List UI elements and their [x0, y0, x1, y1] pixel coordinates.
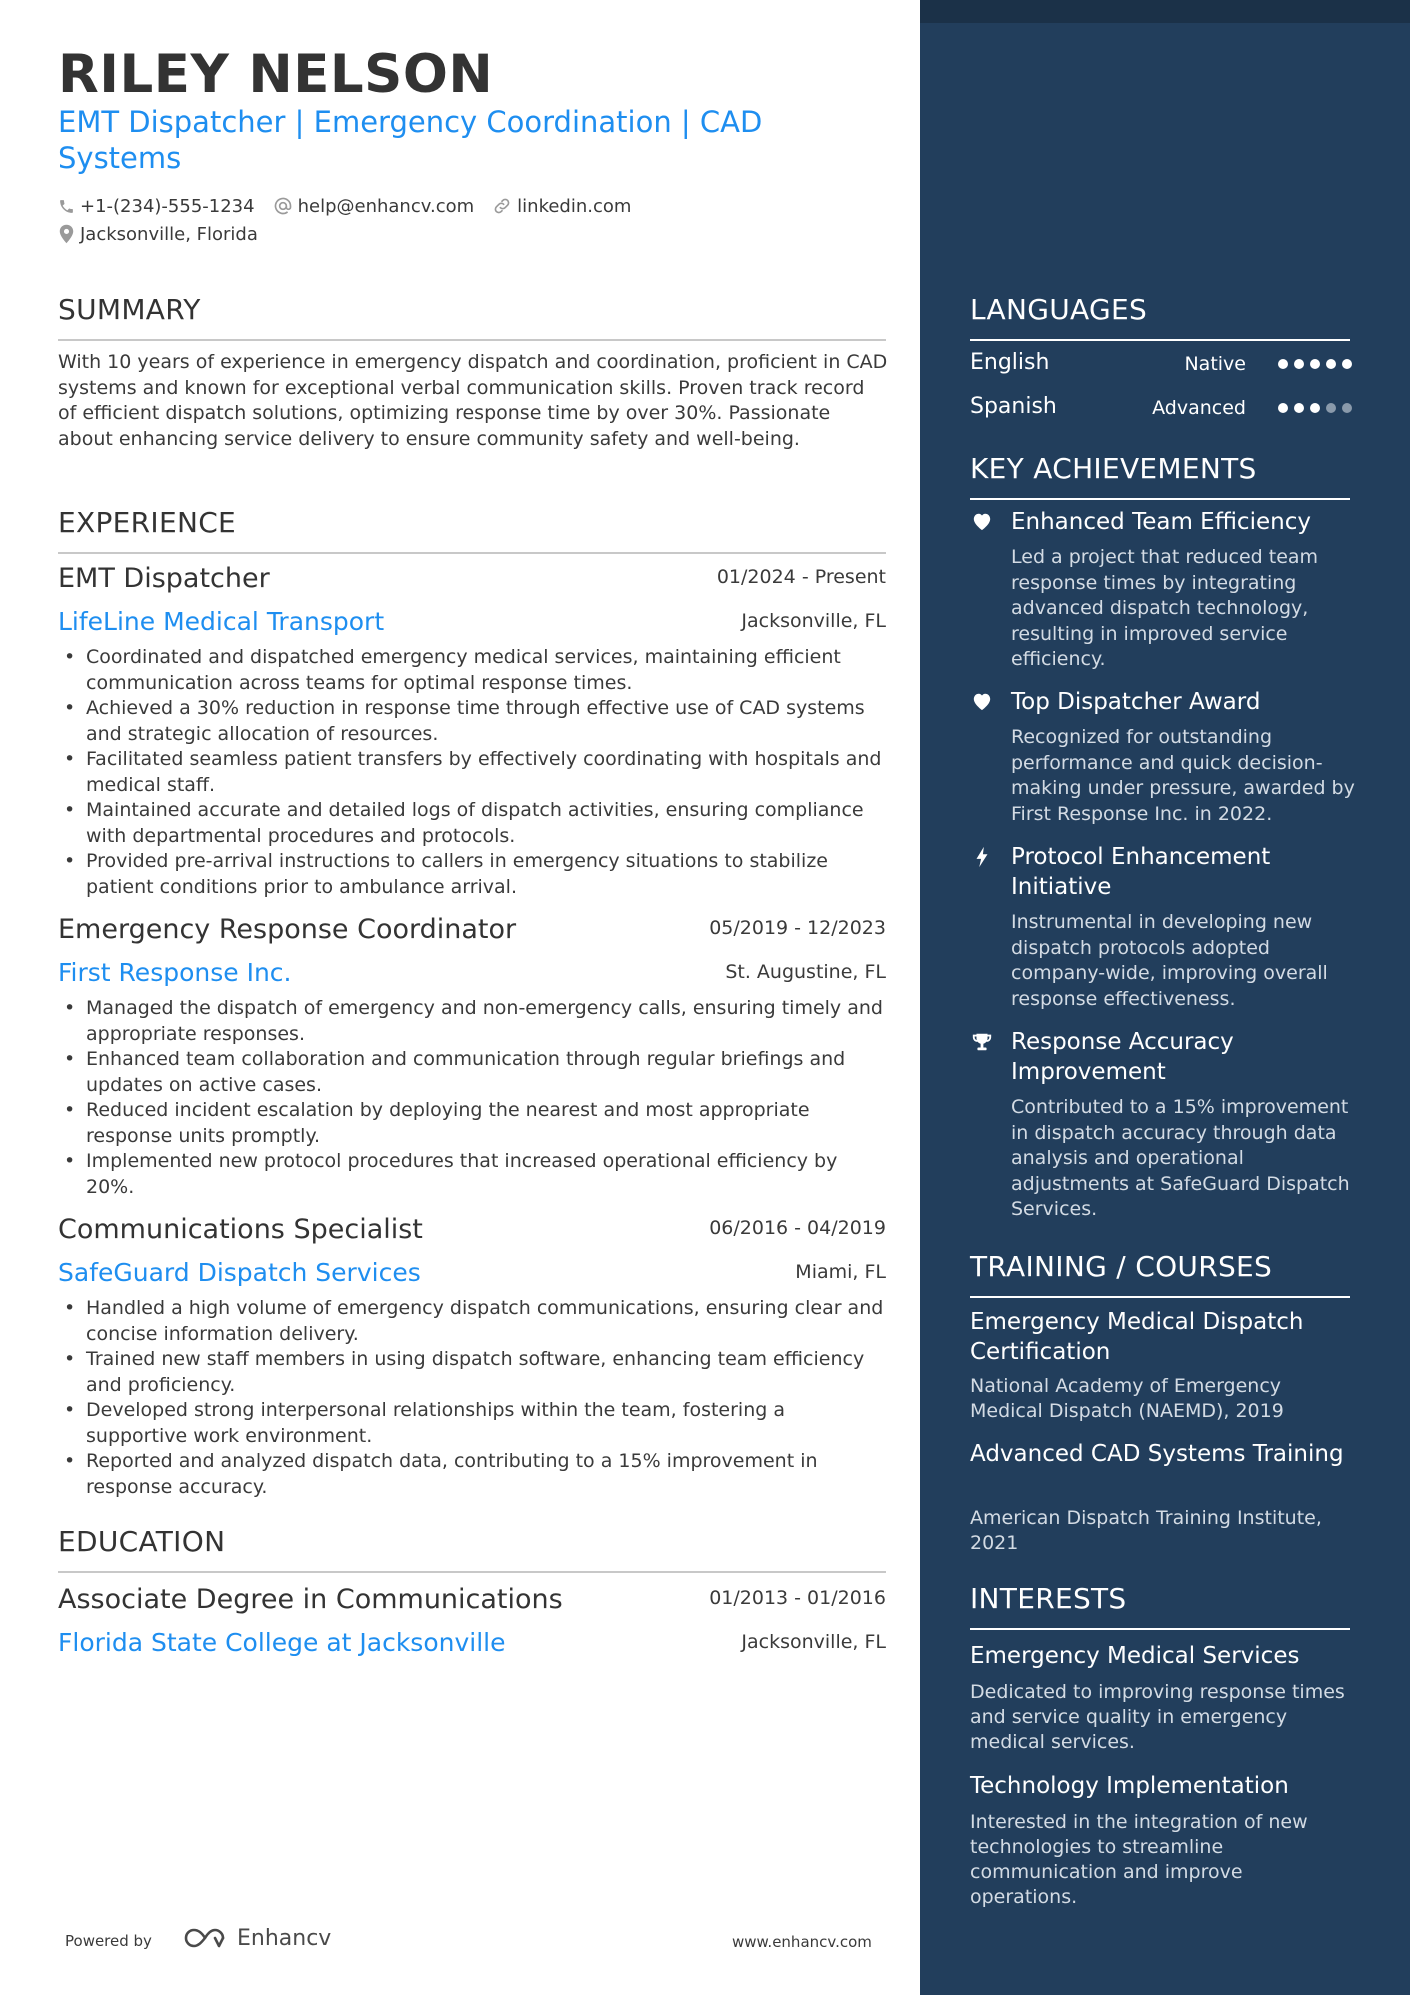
rating-dot	[1342, 403, 1352, 413]
job-title: EMT Dispatcher	[58, 563, 270, 594]
bullet-item: • Coordinated and dispatched emergency medical services, maintaining efficient communication across teams for optimal response times.	[58, 645, 888, 696]
education-heading: EDUCATION	[58, 1525, 886, 1573]
training-heading: TRAINING / COURSES	[970, 1250, 1350, 1298]
summary-heading: SUMMARY	[58, 293, 886, 341]
interest-desc: Dedicated to improving response times and service quality in emergency medical services.	[970, 1681, 1345, 1753]
achievement-desc: Instrumental in developing new dispatch protocols adopted company-wide, improving overall response effectiveness.	[1011, 911, 1328, 1010]
rating-dot	[1278, 359, 1288, 369]
candidate-name: RILEY NELSON	[58, 44, 494, 105]
phone-contact[interactable]	[58, 196, 255, 217]
bullet-item: • Developed strong interpersonal relationships within the team, fostering a supportive work environment.	[58, 1398, 888, 1449]
summary-text: With 10 years of experience in emergency dispatch and coordination, proficient in CAD systems and known for exceptional verbal communication skills. Proven track record of efficient dispatch solutions, optimizing response time by over 30%. Passionate about enhancing service delivery to ensure community safety and well-being.	[58, 351, 888, 450]
phone-icon	[58, 198, 75, 215]
sidebar-top-bar	[920, 0, 1410, 23]
bullet-item: • Facilitated seamless patient transfers by effectively coordinating with hospitals and medical staff.	[58, 747, 888, 798]
course-title: Advanced CAD Systems Training	[970, 1441, 1344, 1467]
course-desc: National Academy of Emergency Medical Dispatch (NAEMD), 2019	[970, 1375, 1284, 1422]
education-location: Jacksonville, FL	[741, 1631, 886, 1653]
achievement-title: Protocol Enhancement Initiative	[1011, 844, 1271, 900]
location-contact	[58, 224, 258, 245]
powered-by-label: Powered by	[65, 1932, 152, 1950]
link-icon	[492, 196, 512, 216]
languages-heading: LANGUAGES	[970, 293, 1350, 341]
achievements-heading: KEY ACHIEVEMENTS	[970, 452, 1350, 500]
bullet-item: • Reduced incident escalation by deploying the nearest and most appropriate response units promptly.	[58, 1098, 888, 1149]
enhancv-brand-text: Enhancv	[237, 1925, 332, 1951]
achievement-desc: Recognized for outstanding performance and quick decision-making under pressure, awarded by First Response Inc. in 2022.	[1011, 726, 1355, 825]
job-bullets	[58, 996, 888, 1200]
contact-row-2	[58, 221, 276, 247]
job-date: 01/2024 - Present	[716, 566, 886, 588]
education-date: 01/2013 - 01/2016	[709, 1587, 886, 1609]
job-title: Communications Specialist	[58, 1214, 423, 1245]
bullet-item: • Reported and analyzed dispatch data, contributing to a 15% improvement in response accuracy.	[58, 1449, 888, 1500]
course-title: Emergency Medical Dispatch Certification	[970, 1309, 1304, 1365]
bullet-item: • Provided pre-arrival instructions to callers in emergency situations to stabilize patient conditions prior to ambulance arrival.	[58, 849, 888, 900]
job-location: St. Augustine, FL	[725, 961, 886, 983]
bullet-item: • Enhanced team collaboration and communication through regular briefings and updates on active cases.	[58, 1047, 888, 1098]
job-company[interactable]: First Response Inc.	[58, 958, 292, 987]
interest-desc: Interested in the integration of new technologies to streamline communication and improve operations.	[970, 1811, 1308, 1908]
rating-dot	[1278, 403, 1288, 413]
bullet-item: • Implemented new protocol procedures that increased operational efficiency by 20%.	[58, 1149, 888, 1200]
at-icon	[273, 196, 293, 216]
heart-icon	[970, 689, 994, 713]
linkedin-contact[interactable]	[492, 196, 631, 217]
job-company[interactable]: SafeGuard Dispatch Services	[58, 1258, 421, 1287]
job-date: 05/2019 - 12/2023	[709, 917, 886, 939]
candidate-headline: EMT Dispatcher | Emergency Coordination | CAD Systems	[58, 105, 763, 175]
job-location: Jacksonville, FL	[741, 610, 886, 632]
rating-dot	[1342, 359, 1352, 369]
bullet-item: • Achieved a 30% reduction in response time through effective use of CAD systems and strategic allocation of resources.	[58, 696, 888, 747]
interest-title: Technology Implementation	[970, 1773, 1289, 1799]
location-text: Jacksonville, Florida	[80, 223, 258, 245]
location-pin-icon	[58, 224, 75, 244]
bullet-item: • Maintained accurate and detailed logs of dispatch activities, ensuring compliance with departmental procedures and protocols.	[58, 798, 888, 849]
achievement-title: Response Accuracy Improvement	[1011, 1029, 1234, 1085]
enhancv-logo[interactable]	[183, 1925, 331, 1951]
phone-text: +1-(234)-555-1234	[80, 195, 255, 217]
job-company[interactable]: LifeLine Medical Transport	[58, 607, 385, 636]
rating-dot	[1294, 403, 1304, 413]
degree-title: Associate Degree in Communications	[58, 1584, 563, 1615]
language-level: Advanced	[1152, 397, 1246, 419]
rating-dot	[1294, 359, 1304, 369]
course-desc: American Dispatch Training Institute, 2021	[970, 1507, 1322, 1554]
language-rating	[1278, 359, 1358, 369]
language-level: Native	[1184, 353, 1246, 375]
email-contact[interactable]	[273, 196, 475, 217]
achievement-title: Enhanced Team Efficiency	[1011, 509, 1311, 535]
job-title: Emergency Response Coordinator	[58, 914, 517, 945]
rating-dot	[1310, 359, 1320, 369]
interest-title: Emergency Medical Services	[970, 1643, 1300, 1669]
bullet-item: • Managed the dispatch of emergency and non-emergency calls, ensuring timely and appropriate responses.	[58, 996, 888, 1047]
school-name[interactable]: Florida State College at Jacksonville	[58, 1628, 506, 1657]
job-date: 06/2016 - 04/2019	[709, 1217, 886, 1239]
achievement-title: Top Dispatcher Award	[1011, 689, 1261, 715]
job-location: Miami, FL	[795, 1261, 886, 1283]
linkedin-text: linkedin.com	[517, 195, 632, 217]
achievement-desc: Led a project that reduced team response times by integrating advanced dispatch technology, resulting in improved service efficiency.	[1011, 546, 1319, 670]
bullet-item: • Trained new staff members in using dispatch software, enhancing team efficiency and proficiency.	[58, 1347, 888, 1398]
rating-dot	[1326, 359, 1336, 369]
rating-dot	[1310, 403, 1320, 413]
interests-heading: INTERESTS	[970, 1582, 1350, 1630]
lightning-icon	[970, 845, 994, 869]
language-name: Spanish	[970, 394, 1057, 419]
job-bullets	[58, 645, 888, 900]
experience-heading: EXPERIENCE	[58, 506, 886, 554]
trophy-icon	[970, 1030, 994, 1054]
bullet-item: • Handled a high volume of emergency dispatch communications, ensuring clear and concise information delivery.	[58, 1296, 888, 1347]
footer-url[interactable]: www.enhancv.com	[732, 1933, 872, 1951]
achievement-desc: Contributed to a 15% improvement in dispatch accuracy through data analysis and operational adjustments at SafeGuard Dispatch Services.	[1011, 1096, 1350, 1220]
language-name: English	[970, 350, 1050, 375]
email-text: help@enhancv.com	[297, 195, 475, 217]
rating-dot	[1326, 403, 1336, 413]
job-bullets	[58, 1296, 888, 1500]
enhancv-logo-icon	[183, 1925, 231, 1951]
contact-row-1	[58, 193, 649, 219]
language-rating	[1278, 403, 1358, 413]
heart-icon	[970, 509, 994, 533]
